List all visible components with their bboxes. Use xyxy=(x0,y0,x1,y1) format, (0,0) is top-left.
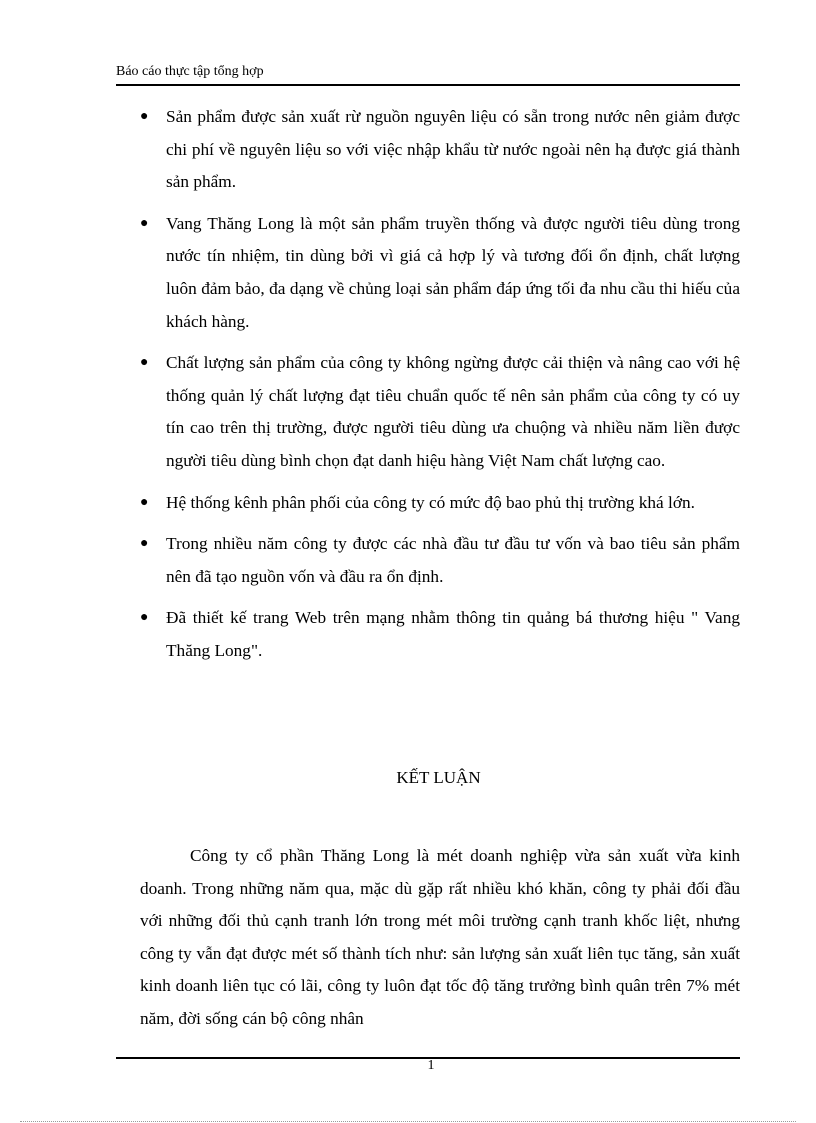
bullet-text: Vang Thăng Long là một sản phẩm truyền thống và được người tiêu dùng trong nước tín nhiệm, tin dùng bởi vì giá cả hợp lý và tương đối ổn định, chất lượng luôn đảm bảo, đa dạng về chủng loại sản phẩm đáp ứng tối đa nhu cầu thi hiếu của khách hàng. xyxy=(166,213,740,331)
page-break-line xyxy=(20,1121,796,1122)
bullet-text: Chất lượng sản phẩm của công ty không ngừng được cải thiện và nâng cao với hệ thống quản lý chất lượng đạt tiêu chuẩn quốc tế nên sản phẩm của công ty có uy tín cao trên thị trường, được người tiêu dùng ưa chuộng và nhiều năm liền được người tiêu dùng bình chọn đạt danh hiệu hàng Việt Nam chất lượng cao. xyxy=(166,353,740,470)
list-item xyxy=(140,487,740,520)
bullet-icon: ● xyxy=(140,355,149,371)
list-item xyxy=(140,602,740,667)
bullet-icon: ● xyxy=(140,494,149,510)
bullet-icon: ● xyxy=(140,536,149,552)
page-number: 1 xyxy=(427,1058,435,1073)
bullet-icon: ● xyxy=(140,610,149,626)
running-header: Báo cáo thực tập tổng hợp xyxy=(116,64,264,79)
bullet-icon: ● xyxy=(140,109,149,124)
conclusion-heading: KẾT LUẬN xyxy=(396,768,481,787)
conclusion-paragraph: Công ty cổ phần Thăng Long là mét doanh nghiệp vừa sản xuất vừa kinh doanh. Trong những năm qua, mặc dù gặp rất nhiều khó khăn, công ty phải đối đầu với những đối thủ cạnh tranh lớn trong mét môi trường cạnh tranh khốc liệt, nhưng công ty vẫn đạt được mét số thành tích như: sản lượng sản xuất liên tục tăng, sản xuất kinh doanh liên tục có lãi, công ty luôn đạt tốc độ tăng trưởng bình quân trên 7% mét năm, đời sống cán bộ công nhân xyxy=(140,846,740,1028)
list-item xyxy=(140,208,740,338)
header-divider xyxy=(116,84,740,86)
list-item xyxy=(140,528,740,593)
bullet-icon: ● xyxy=(140,215,149,231)
list-item xyxy=(140,347,740,477)
bullet-text: Hệ thống kênh phân phối của công ty có mức độ bao phủ thị trường khá lớn. xyxy=(166,492,695,512)
bullet-text: Đã thiết kế trang Web trên mạng nhằm thông tin quảng bá thương hiệu " Vang Thăng Long". xyxy=(166,608,740,660)
strengths-bullet-list xyxy=(140,101,740,677)
list-item xyxy=(140,101,740,199)
bullet-text: Trong nhiều năm công ty được các nhà đầu tư đầu tư vốn và bao tiêu sản phẩm nên đã tạo nguồn vốn và đầu ra ổn định. xyxy=(166,534,740,586)
bullet-text: Sản phẩm được sản xuất rừ nguồn nguyên liệu có sẵn trong nước nên giảm được chi phí về nguyên liệu so với việc nhập khẩu từ nước ngoài nên hạ được giá thành sản phẩm. xyxy=(166,107,740,192)
